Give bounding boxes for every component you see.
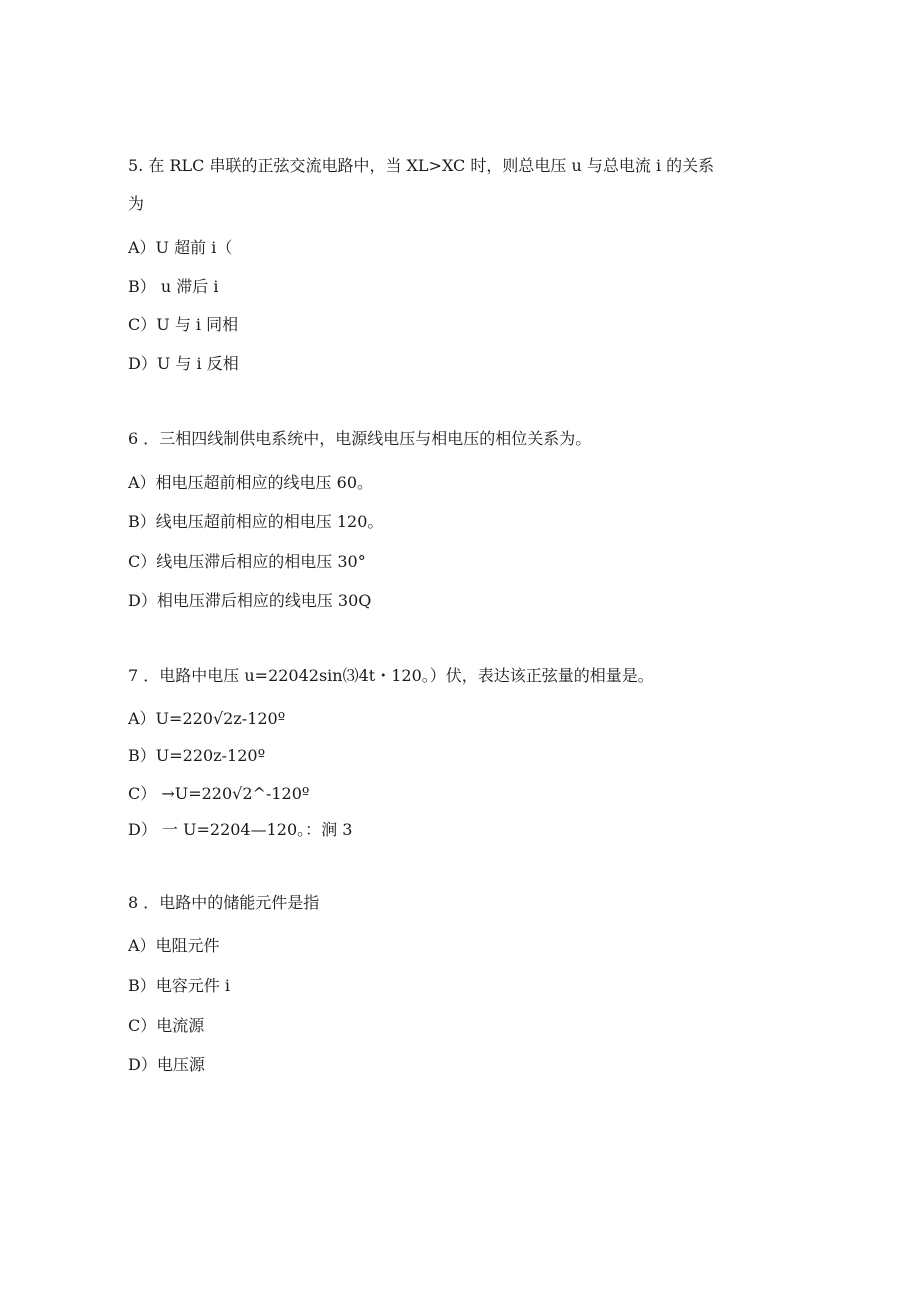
question-6-option-b: B）线电压超前相应的相电压 120。 [128, 512, 384, 531]
question-5-stem-line2: 为 [128, 194, 145, 213]
question-8-stem: 8 ．电路中的储能元件是指 [128, 893, 320, 912]
question-5-option-c: C）U 与 i 同相 [128, 315, 239, 334]
question-6-option-c: C）线电压滞后相应的相电压 30° [128, 552, 366, 571]
question-8-option-a: A）电阻元件 [128, 936, 220, 955]
question-8-option-c: C）电流源 [128, 1016, 205, 1035]
question-6-stem: 6 ．三相四线制供电系统中，电源线电压与相电压的相位关系为。 [128, 429, 592, 448]
question-5-option-d: D）U 与 i 反相 [128, 354, 239, 373]
question-7-option-d: D） 一 U=2204—120。：涧 3 [128, 820, 353, 839]
question-7-stem: 7 ．电路中电压 u=22042sin⑶4t・120。）伏，表达该正弦量的相量是。 [128, 666, 654, 685]
question-5-option-a: A）U 超前 i（ [128, 238, 233, 257]
question-6-option-a: A）相电压超前相应的线电压 60。 [128, 473, 374, 492]
question-8-option-d: D）电压源 [128, 1055, 205, 1074]
question-6-option-d: D）相电压滞后相应的线电压 30Q [128, 591, 372, 610]
question-5-stem-line1: 5. 在 RLC 串联的正弦交流电路中，当 XL>XC 时，则总电压 u 与总电流 i 的关系 [128, 156, 715, 175]
question-7-option-a: A）U=220√2z-120º [128, 709, 286, 728]
question-7-option-b: B）U=220z-120º [128, 746, 266, 765]
question-5-option-b: B） u 滞后 i [128, 277, 219, 296]
question-7-option-c: C） →U=220√2^-120º [128, 784, 310, 803]
question-8-option-b: B）电容元件 i [128, 976, 230, 995]
